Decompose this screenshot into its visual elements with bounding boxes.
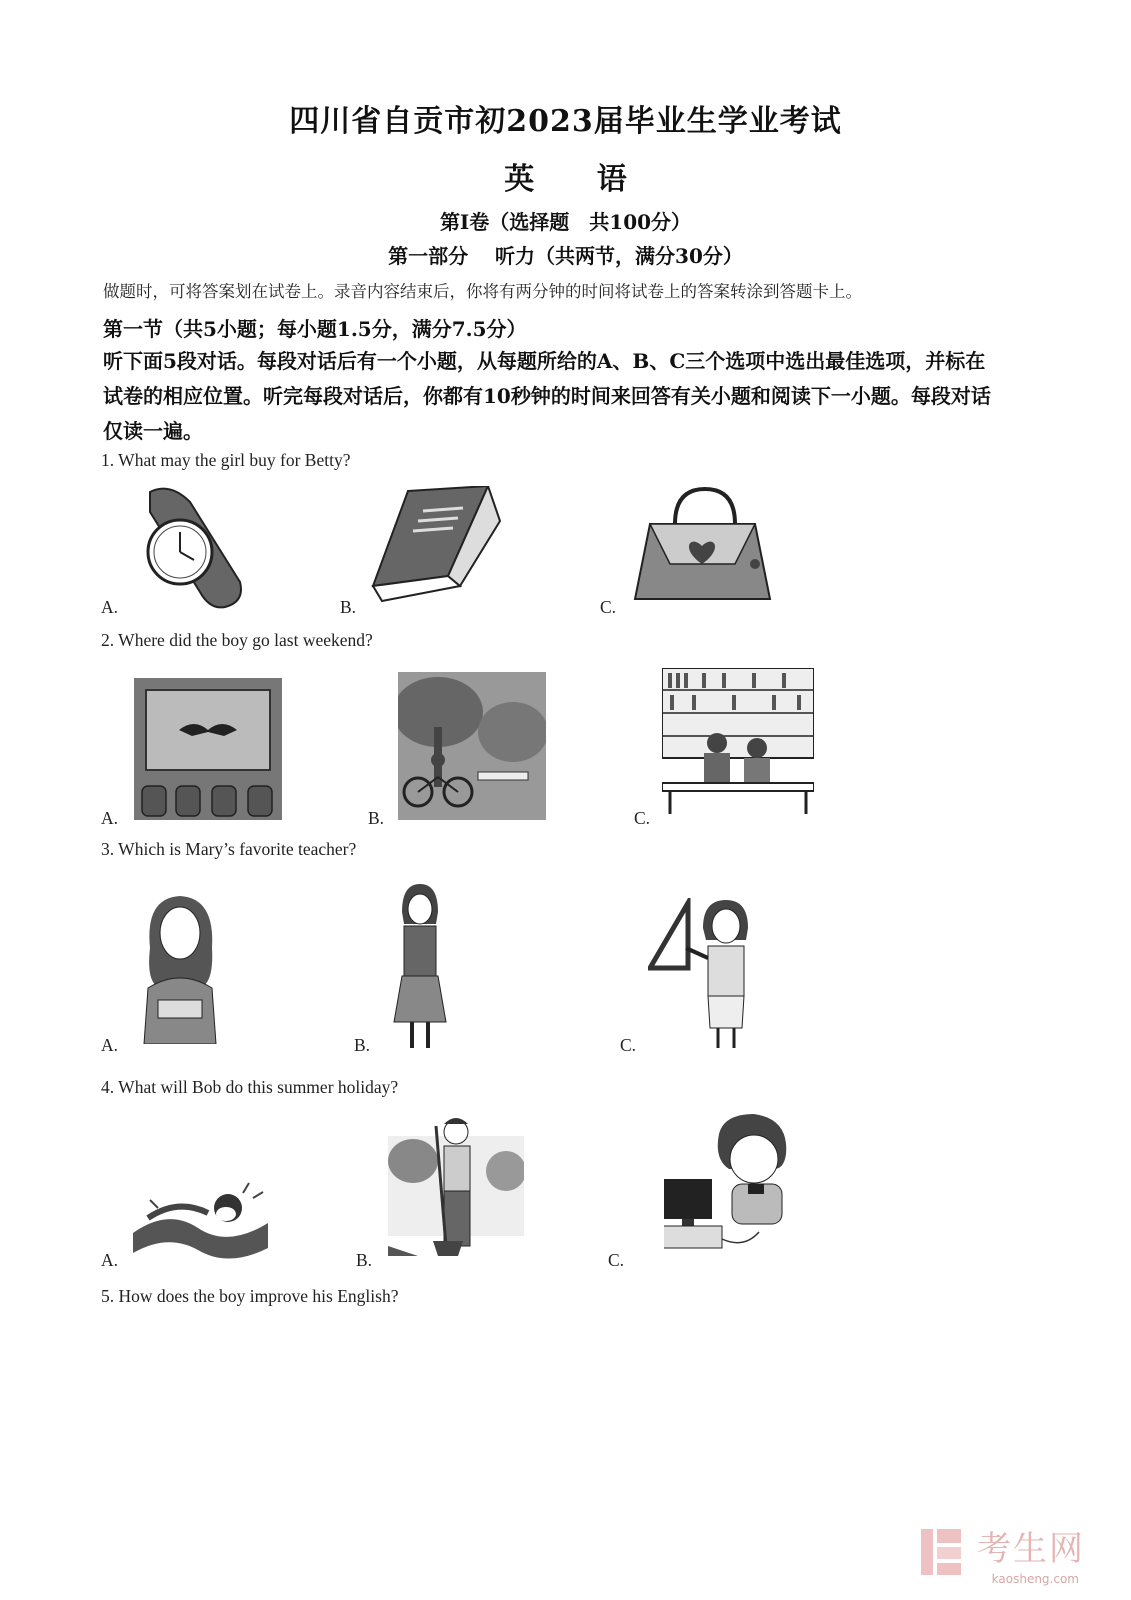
question-5: 5. How does the boy improve his English? — [101, 1286, 399, 1306]
q1-option-c-label: C. — [600, 597, 617, 617]
question-2: 2. Where did the boy go last weekend? — [101, 630, 373, 650]
kaosheng-logo-icon — [921, 1529, 961, 1575]
q2-option-c-label: C. — [634, 808, 651, 828]
section-directions: 听下面5段对话。每段对话后有一个小题，从每题所给的A、B、C三个选项中选出最佳选项，并标在试卷的相应位置。听完每段对话后，你都有10秒钟的时间来回答有关小题和阅读下一小题。每段对话仅读一遍。 — [103, 349, 991, 443]
q3-option-a-label: A. — [101, 1035, 119, 1055]
wristwatch-icon — [130, 482, 250, 612]
sweeping-icon — [388, 1116, 524, 1258]
book-icon — [368, 486, 503, 608]
park-bicycle-icon — [398, 672, 546, 820]
q1-option-b-label: B. — [340, 597, 357, 617]
volume-heading: 第I卷（选择题 共100分） — [439, 210, 692, 234]
library-icon — [662, 668, 814, 814]
question-1: 1. What may the girl buy for Betty? — [101, 450, 351, 470]
watermark-brand: 考生网 — [977, 1529, 1085, 1569]
handbag-icon — [630, 484, 775, 610]
q3-option-c-label: C. — [620, 1035, 637, 1055]
q3-option-b-label: B. — [354, 1035, 371, 1055]
question-4: 4. What will Bob do this summer holiday? — [101, 1077, 399, 1097]
watermark-site: kaosheng.com — [991, 1572, 1079, 1586]
instruction-text: 做题时，可将答案划在试卷上。录音内容结束后，你将有两分钟的时间将试卷上的答案转涂到答题卡上。 — [103, 282, 862, 301]
gaming-icon — [664, 1114, 794, 1262]
q4-option-c-label: C. — [608, 1250, 625, 1270]
teacher-holding-book-icon — [140, 888, 220, 1044]
part-heading: 第一部分 听力（共两节，满分30分） — [388, 244, 743, 268]
teacher-with-triangle-ruler-icon — [648, 898, 760, 1048]
q1-option-a-label: A. — [101, 597, 119, 617]
swimming-icon — [128, 1178, 272, 1260]
q2-option-a-label: A. — [101, 808, 119, 828]
teacher-standing-icon — [392, 884, 448, 1048]
exam-title: 四川省自贡市初2023届毕业生学业考试 — [289, 104, 842, 139]
q2-option-b-label: B. — [368, 808, 385, 828]
subject-title: 英 语 — [504, 162, 653, 197]
q4-option-b-label: B. — [356, 1250, 373, 1270]
section-title: 第一节（共5小题；每小题1.5分，满分7.5分） — [103, 317, 527, 341]
q4-option-a-label: A. — [101, 1250, 119, 1270]
cinema-icon — [134, 678, 282, 820]
question-3: 3. Which is Mary’s favorite teacher? — [101, 839, 357, 859]
